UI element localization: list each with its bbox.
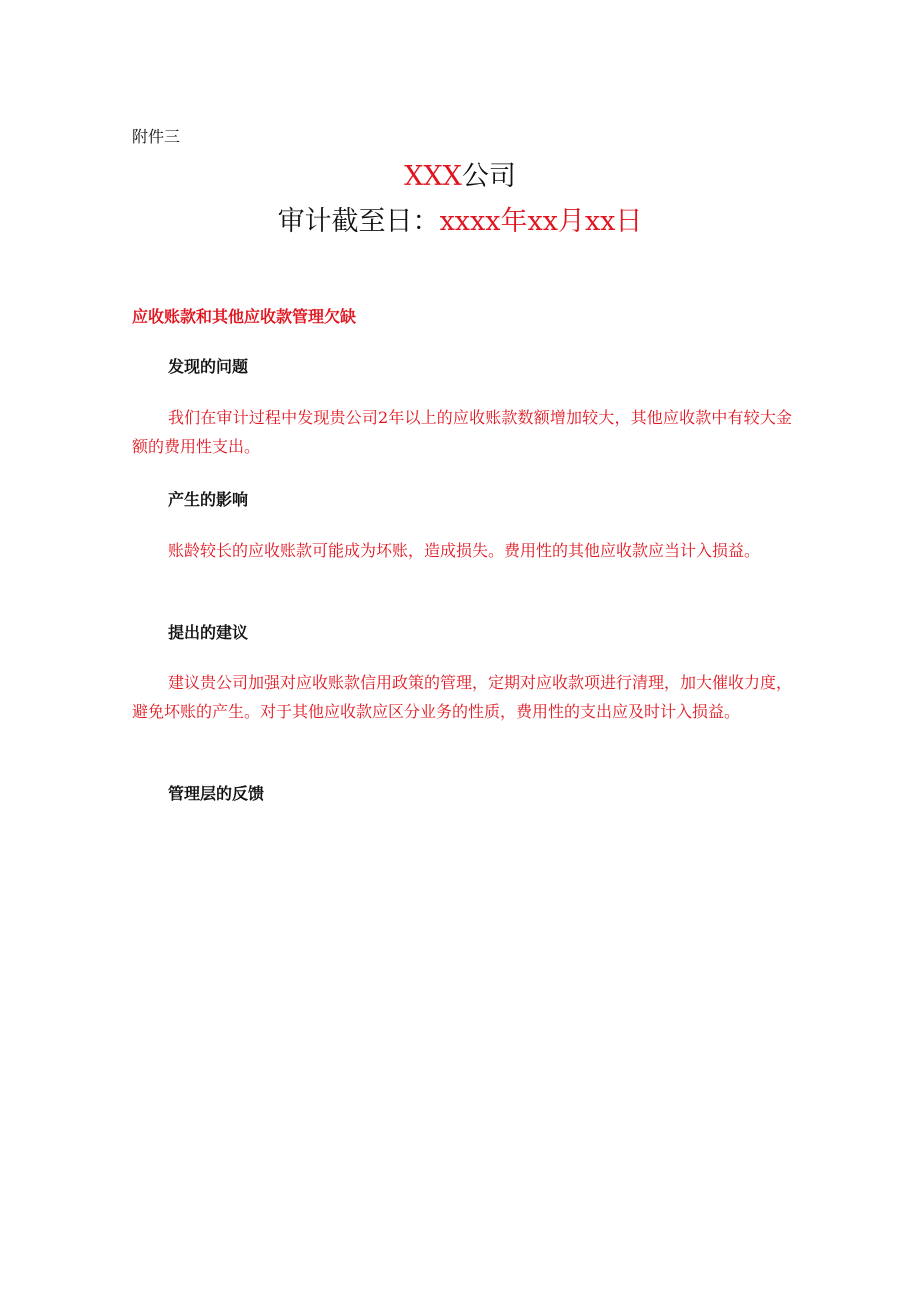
audit-day-placeholder: xx bbox=[584, 206, 616, 237]
section-heading: 应收账款和其他应收款管理欠缺 bbox=[132, 307, 357, 326]
audit-day-unit: 日 bbox=[615, 206, 643, 237]
subheading-findings: 发现的问题 bbox=[168, 357, 249, 376]
subheading-impact: 产生的影响 bbox=[168, 490, 249, 509]
audit-month-unit: 月 bbox=[557, 206, 585, 237]
audit-date-prefix: 审计截至日： bbox=[277, 206, 440, 237]
audit-month-placeholder: xx bbox=[527, 206, 558, 237]
company-name-placeholder: XXX bbox=[404, 161, 462, 192]
attachment-label: 附件三 bbox=[132, 127, 181, 146]
paragraph-recommendation: 建议贵公司加强对应收账款信用政策的管理，定期对应收款项进行清理，加大催收力度，避免坏账的产生。对于其他应收款应区分业务的性质，费用性的支出应及时计入损益。 bbox=[132, 673, 793, 721]
audit-year-placeholder: xxxx bbox=[439, 206, 501, 237]
audit-date-title bbox=[0, 205, 920, 239]
paragraph-findings: 我们在审计过程中发现贵公司2年以上的应收账款数额增加较大，其他应收款中有较大金额的费用性支出。 bbox=[132, 408, 792, 456]
subheading-recommendation: 提出的建议 bbox=[168, 623, 249, 642]
subheading-management-feedback: 管理层的反馈 bbox=[168, 784, 265, 803]
company-title bbox=[0, 160, 920, 194]
paragraph-impact: 账龄较长的应收账款可能成为坏账，造成损失。费用性的其他应收款应当计入损益。 bbox=[168, 541, 761, 560]
audit-year-unit: 年 bbox=[500, 206, 528, 237]
company-suffix: 公司 bbox=[461, 161, 516, 192]
